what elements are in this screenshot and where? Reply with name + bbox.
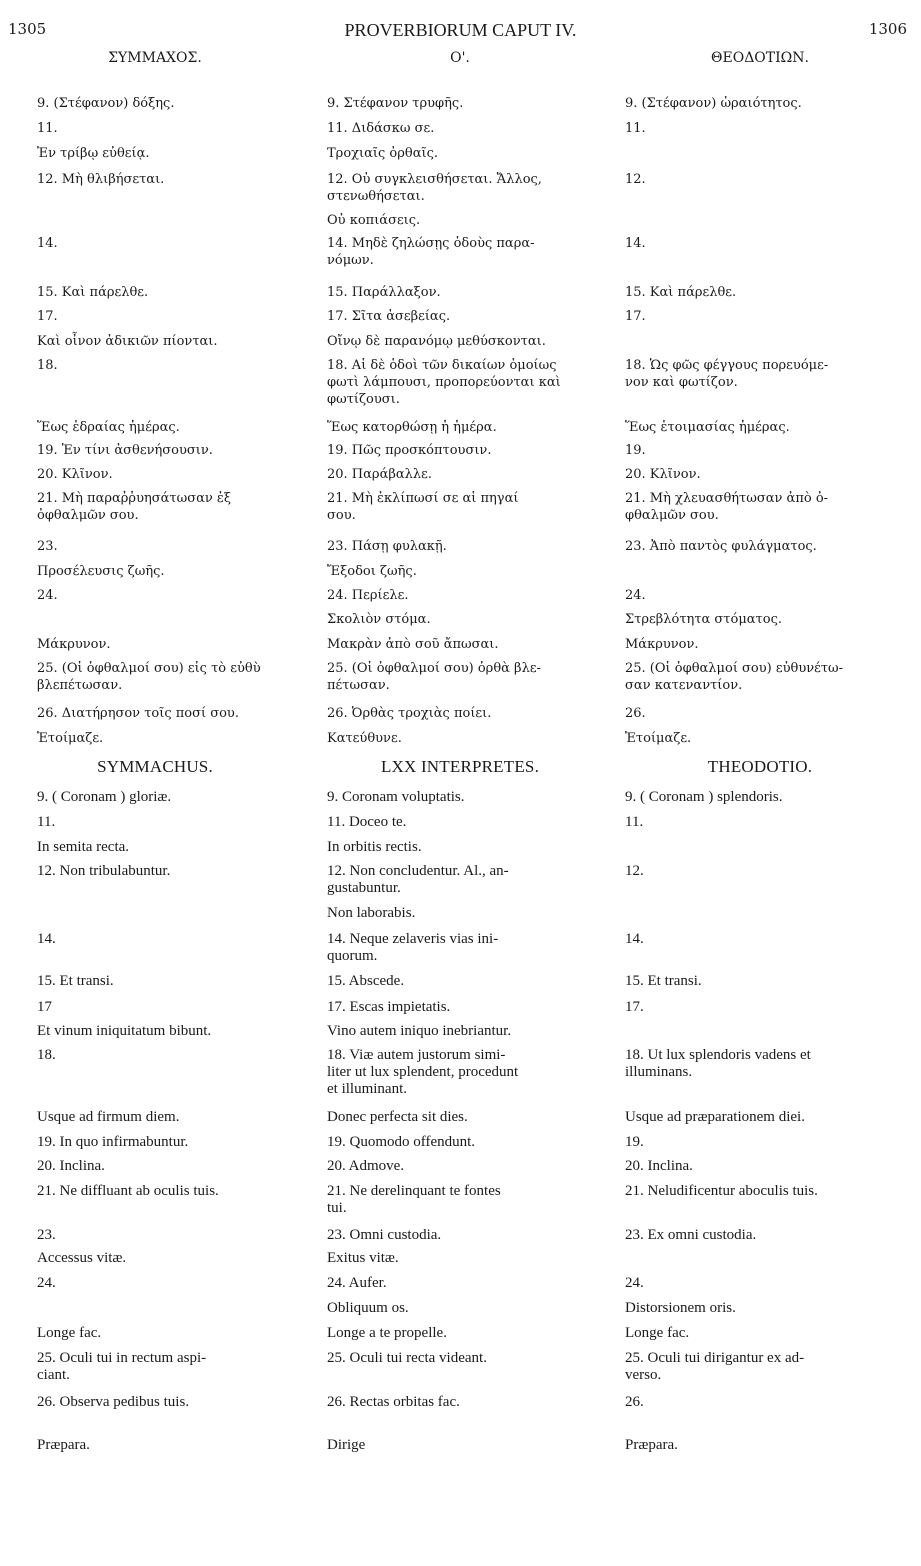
latin-line: 20. Inclina. — [37, 1158, 105, 1174]
latin-header-theodotion: THEODOTIO. — [707, 757, 813, 776]
latin-line: 25. Oculi tui dirigantur ex ad- — [625, 1350, 805, 1366]
latin-line: 12. — [625, 863, 644, 879]
greek-line: 19. — [625, 443, 646, 458]
greek-line: 23. — [37, 539, 58, 554]
greek-line: φθαλμῶν σου. — [625, 508, 719, 523]
latin-line: 18. — [37, 1047, 56, 1063]
latin-line: verso. — [625, 1367, 662, 1383]
greek-line: 17. — [625, 309, 646, 324]
latin-line: 17. Escas impietatis. — [327, 999, 451, 1015]
greek-line: 18. — [37, 358, 58, 373]
greek-line: 26. — [625, 706, 646, 721]
latin-line: 21. Neludificentur aboculis tuis. — [625, 1183, 818, 1199]
latin-line: Distorsionem oris. — [625, 1300, 736, 1316]
greek-line: 9. (Στέφανον) ὡραιότητος. — [625, 96, 802, 111]
latin-header-lxx: LXX INTERPRETES. — [380, 757, 540, 776]
greek-line: σου. — [327, 508, 356, 523]
greek-line: πέτωσαν. — [327, 678, 390, 693]
latin-line: Longe a te propelle. — [327, 1325, 447, 1341]
greek-line: Ἑτοίμαζε. — [37, 731, 104, 746]
greek-line: 11. — [37, 121, 58, 136]
greek-line: 25. (Οἱ ὀφθαλμοί σου) εἰς τὸ εὐθὺ — [37, 661, 261, 676]
greek-line: Ἔξοδοι ζωῆς. — [327, 564, 417, 579]
latin-line: Usque ad firmum diem. — [37, 1109, 180, 1125]
latin-line: Donec perfecta sit dies. — [327, 1109, 468, 1125]
latin-line: 24. Aufer. — [327, 1275, 387, 1291]
latin-line: 11. Doceo te. — [327, 814, 407, 830]
greek-line: 12. Οὐ συγκλεισθήσεται. Ἄλλος, — [327, 172, 542, 187]
greek-line: Οἴνῳ δὲ παρανόμῳ μεθύσκονται. — [327, 334, 546, 349]
latin-line: 19. Quomodo offendunt. — [327, 1134, 476, 1150]
latin-line: 24. — [625, 1275, 644, 1291]
greek-line: βλεπέτωσαν. — [37, 678, 123, 693]
greek-line: Κατεύθυνε. — [327, 731, 402, 746]
greek-line: Καὶ οἶνον ἀδικιῶν πίονται. — [37, 334, 218, 349]
greek-line: 18. Αἱ δὲ ὁδοὶ τῶν δικαίων ὁμοίως — [327, 358, 557, 373]
latin-line: 23. — [37, 1227, 56, 1243]
greek-line: 12. Μὴ θλιβήσεται. — [37, 172, 165, 187]
greek-line: 15. Καὶ πάρελθε. — [37, 285, 149, 300]
latin-line: 15. Et transi. — [625, 973, 702, 989]
greek-header-theodotion: ΘΕΟΔΟΤΙΩΝ. — [711, 50, 809, 66]
latin-line: Exitus vitæ. — [327, 1250, 399, 1266]
greek-line: 24. Περίελε. — [327, 588, 409, 603]
latin-line: Longe fac. — [625, 1325, 690, 1341]
latin-line: 12. Non concludentur. Al., an- — [327, 863, 509, 879]
latin-line: 23. Ex omni custodia. — [625, 1227, 757, 1243]
greek-line: ὀφθαλμῶν σου. — [37, 508, 139, 523]
greek-line: Σκολιὸν στόμα. — [327, 612, 431, 627]
latin-line: 17 — [37, 999, 52, 1015]
running-head: PROVERBIORUM CAPUT IV. — [344, 20, 577, 40]
latin-line: tui. — [327, 1200, 347, 1216]
greek-line: 26. Διατήρησον τοῖς ποσί σου. — [37, 706, 239, 721]
greek-line: 18. Ὡς φῶς φέγγους πορευόμε- — [625, 358, 829, 373]
greek-line: Ἕως ἑτοιμασίας ἡμέρας. — [625, 420, 790, 435]
latin-line: 21. Ne derelinquant te fontes — [327, 1183, 501, 1199]
greek-line: 20. Παράβαλλε. — [327, 467, 432, 482]
greek-line: Προσέλευσις ζωῆς. — [37, 564, 165, 579]
greek-line: 12. — [625, 172, 646, 187]
latin-line: 24. — [37, 1275, 56, 1291]
latin-line: 18. Ut lux splendoris vadens et — [625, 1047, 811, 1063]
greek-line: 9. Στέφανον τρυφῆς. — [327, 96, 464, 111]
latin-line: Longe fac. — [37, 1325, 102, 1341]
greek-header-symmachus: ΣΥΜΜΑΧΟΣ. — [108, 50, 202, 66]
latin-line: liter ut lux splendent, procedunt — [327, 1064, 519, 1080]
greek-line: Ἕως κατορθώσῃ ἡ ἡμέρα. — [327, 420, 497, 435]
latin-line: 17. — [625, 999, 644, 1015]
greek-line: 21. Μὴ παραῤῥυησάτωσαν ἐξ — [37, 491, 232, 506]
latin-line: 20. Admove. — [327, 1158, 405, 1174]
latin-line: 26. — [625, 1394, 644, 1410]
latin-line: ciant. — [37, 1367, 70, 1383]
latin-header-symmachus: SYMMACHUS. — [97, 757, 213, 776]
greek-line: 11. Διδάσκω σε. — [327, 121, 435, 136]
greek-line: 11. — [625, 121, 646, 136]
page-number-right: 1306 — [868, 20, 907, 38]
greek-line: φωτίζουσι. — [327, 392, 400, 407]
latin-line: 21. Ne diffluant ab oculis tuis. — [37, 1183, 219, 1199]
greek-line: 23. Πάσῃ φυλακῇ. — [327, 539, 447, 554]
greek-line: 24. — [625, 588, 646, 603]
greek-line: Ἑτοίμαζε. — [625, 731, 692, 746]
latin-line: Præpara. — [625, 1437, 678, 1453]
greek-line: 14. — [37, 236, 58, 251]
latin-line: 15. Abscede. — [327, 973, 405, 989]
greek-line: φωτὶ λάμπουσι, προπορεύονται καὶ — [327, 375, 561, 390]
latin-line: 26. Rectas orbitas fac. — [327, 1394, 460, 1410]
latin-line: Usque ad præparationem diei. — [625, 1109, 805, 1125]
latin-line: Obliquum os. — [327, 1300, 409, 1316]
greek-line: Ἕως ἑδραίας ἡμέρας. — [37, 420, 180, 435]
greek-line: Μακρὰν ἀπὸ σοῦ ἄπωσαι. — [327, 637, 499, 652]
greek-line: 17. — [37, 309, 58, 324]
latin-line: et illuminant. — [327, 1081, 407, 1097]
latin-line: 11. — [37, 814, 56, 830]
greek-line: Μάκρυνον. — [37, 637, 111, 652]
latin-line: gustabuntur. — [327, 880, 401, 896]
latin-line: 9. ( Coronam ) gloriæ. — [37, 789, 172, 805]
greek-line: 20. Κλῖνον. — [37, 467, 113, 482]
greek-line: 24. — [37, 588, 58, 603]
greek-line: 15. Παράλλαξον. — [327, 285, 441, 300]
greek-line: 20. Κλῖνον. — [625, 467, 701, 482]
latin-line: 25. Oculi tui in rectum aspi- — [37, 1350, 207, 1366]
greek-line: νόμων. — [327, 253, 374, 268]
greek-line: 9. (Στέφανον) δόξης. — [37, 96, 175, 111]
greek-line: Μάκρυνον. — [625, 637, 699, 652]
greek-line: 21. Μὴ ἐκλίπωσί σε αἱ πηγαί — [327, 491, 519, 506]
latin-line: Et vinum iniquitatum bibunt. — [37, 1023, 212, 1039]
latin-line: Dirige — [327, 1437, 366, 1453]
greek-line: Ἐν τρίβῳ εὐθείᾳ. — [37, 146, 150, 161]
latin-line: 9. ( Coronam ) splendoris. — [625, 789, 783, 805]
latin-line: 19. — [625, 1134, 644, 1150]
latin-line: 19. In quo infirmabuntur. — [37, 1134, 189, 1150]
latin-line: 20. Inclina. — [625, 1158, 693, 1174]
latin-line: In semita recta. — [37, 839, 130, 855]
greek-line: Στρεβλότητα στόματος. — [625, 612, 782, 627]
greek-line: 19. Πῶς προσκόπτουσιν. — [327, 443, 492, 458]
greek-line: 19. Ἐν τίνι ἀσθενήσουσιν. — [37, 443, 213, 458]
latin-line: 23. Omni custodia. — [327, 1227, 442, 1243]
latin-line: illuminans. — [625, 1064, 693, 1080]
latin-line: 14. — [37, 931, 56, 947]
greek-line: Τροχιαῖς ὀρθαῖς. — [327, 146, 438, 161]
latin-line: 25. Oculi tui recta videant. — [327, 1350, 487, 1366]
greek-line: 15. Καὶ πάρελθε. — [625, 285, 737, 300]
page-number-left: 1305 — [8, 20, 47, 38]
greek-line: 14. — [625, 236, 646, 251]
latin-line: 26. Observa pedibus tuis. — [37, 1394, 190, 1410]
greek-line: Οὐ κοπιάσεις. — [327, 213, 421, 228]
latin-line: 15. Et transi. — [37, 973, 114, 989]
greek-line: 25. (Οἱ ὀφθαλμοί σου) εὐθυνέτω- — [625, 661, 844, 676]
latin-line: Vino autem iniquo inebriantur. — [327, 1023, 512, 1039]
latin-line: Accessus vitæ. — [37, 1250, 127, 1266]
latin-line: In orbitis rectis. — [327, 839, 422, 855]
latin-line: 12. Non tribulabuntur. — [37, 863, 171, 879]
greek-line: 21. Μὴ χλευασθήτωσαν ἀπὸ ὀ- — [625, 491, 829, 506]
latin-line: 14. Neque zelaveris vias ini- — [327, 931, 499, 947]
greek-line: 25. (Οἱ ὀφθαλμοί σου) ὀρθὰ βλε- — [327, 661, 541, 676]
greek-line: στενωθήσεται. — [327, 189, 425, 204]
latin-line: 14. — [625, 931, 644, 947]
greek-line: 14. Μηδὲ ζηλώσῃς ὁδοὺς παρα- — [327, 236, 535, 251]
latin-line: quorum. — [327, 948, 378, 964]
greek-header-lxx: Ο'. — [450, 50, 470, 66]
greek-line: σαν κατεναντίον. — [625, 678, 743, 693]
greek-line: 26. Ὀρθὰς τροχιὰς ποίει. — [327, 706, 492, 721]
greek-line: 17. Σῖτα ἀσεβείας. — [327, 309, 451, 324]
latin-line: Præpara. — [37, 1437, 90, 1453]
latin-line: 11. — [625, 814, 644, 830]
greek-line: νον καὶ φωτίζον. — [625, 375, 738, 390]
greek-line: 23. Ἀπὸ παντὸς φυλάγματος. — [625, 539, 817, 554]
latin-line: 9. Coronam voluptatis. — [327, 789, 465, 805]
latin-line: 18. Viæ autem justorum simi- — [327, 1047, 506, 1063]
latin-line: Non laborabis. — [327, 905, 416, 921]
